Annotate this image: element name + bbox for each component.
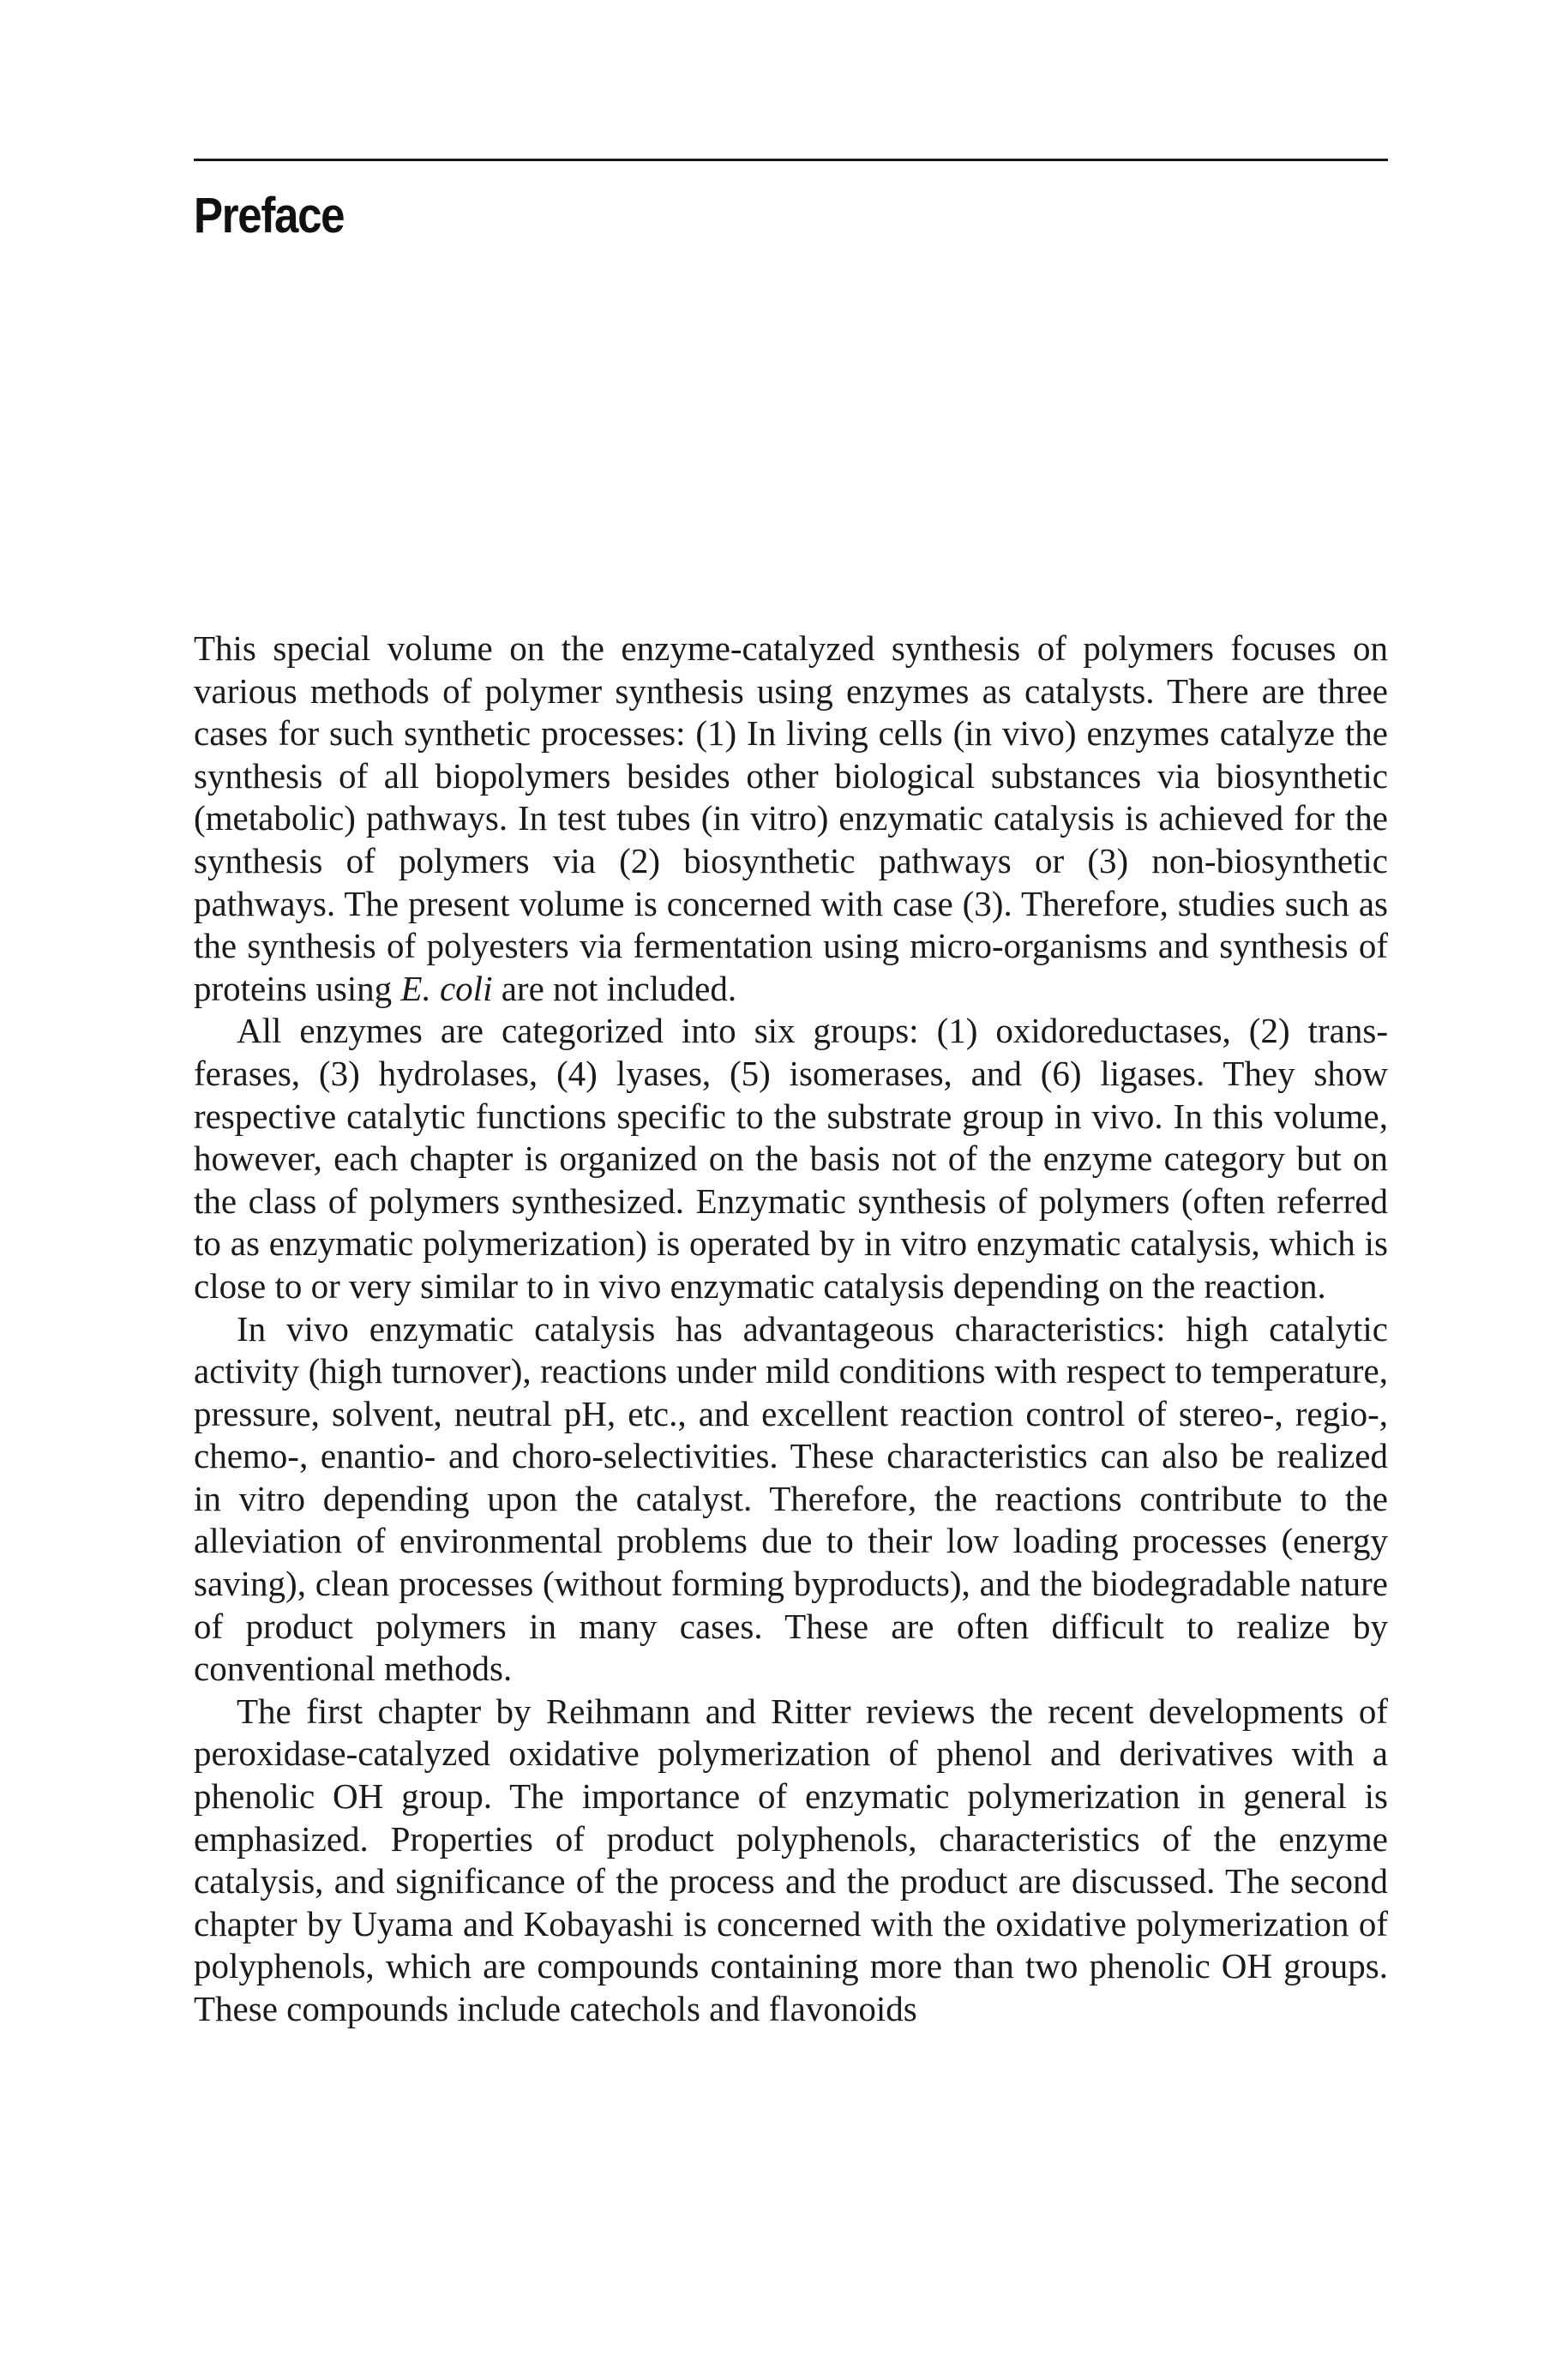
paragraph-1-text: This special volume on the enzyme-catalyzed synthesis of polymers focuses on various methods of polymer synthesis using enzymes as catalysts. There are three cases for such synthetic processes: (1) In living cells (in vivo) enzymes catalyze the synthesis of all biopolymers besides other biological substances via biosynthetic (metabolic) pathways. In test tubes (in vitro) enzymatic catalysis is achieved for the synthesis of polymers via (2) biosynthetic pathways or (3) non-biosynthetic pathways. The present volume is concerned with case (3). Therefore, studies such as the synthesis of polyesters via fermentation using micro-organisms and synthesis of proteins using bbox=[194, 628, 1388, 1008]
paragraph-1-tail: are not included. bbox=[492, 968, 737, 1008]
paragraph-1 bbox=[194, 628, 1388, 1010]
page-title: Preface bbox=[194, 188, 345, 243]
paragraph-1-italic-term: E. coli bbox=[400, 968, 493, 1008]
paragraph-2: All enzymes are categorized into six groups: (1) oxidoreductases, (2) transferases, (3) hydrolases, (4) lyases, (5) isomerases, and (6) ligases. They show respective catalytic functions specific to the substrate group in vivo. In this volume, however, each chapter is organized on the basis not of the enzyme category but on the class of polymers synthesized. Enzymatic synthesis of polymers (often referred to as enzymatic polymerization) is operated by in vitro enzymatic catalysis, which is close to or very similar to in vivo enzymatic catalysis depending on the reaction. bbox=[194, 1011, 1388, 1306]
preface-body bbox=[194, 628, 1388, 2031]
paragraph-4: The first chapter by Reihmann and Ritter reviews the recent developments of peroxidase-catalyzed oxidative polymerization of phenol and derivatives with a phenolic OH group. The importance of enzymatic polymerization in general is emphasized. Properties of product polyphenols, characteristics of the enzyme catalysis, and significance of the process and the product are discussed. The second chapter by Uyama and Kobayashi is concerned with the oxidative polymerization of polyphenols, which are compounds containing more than two phenolic OH groups. These compounds include catechols and flavonoids bbox=[194, 1691, 1388, 2028]
paragraph-3: In vivo enzymatic catalysis has advantageous characteristics: high catalytic activity (high turnover), reactions under mild conditions with respect to temperature, pressure, solvent, neutral pH, etc., and excellent reaction control of stereo-, regio-, chemo-, enantio- and choro-selectivities. These characteristics can also be realized in vitro depending upon the catalyst. Therefore, the reactions contribute to the alleviation of environmental problems due to their low loading processes (energy saving), clean processes (without forming byproducts), and the biodegradable nature of product polymers in many cases. These are often difficult to realize by conventional methods. bbox=[194, 1308, 1388, 1689]
top-rule bbox=[194, 159, 1388, 161]
